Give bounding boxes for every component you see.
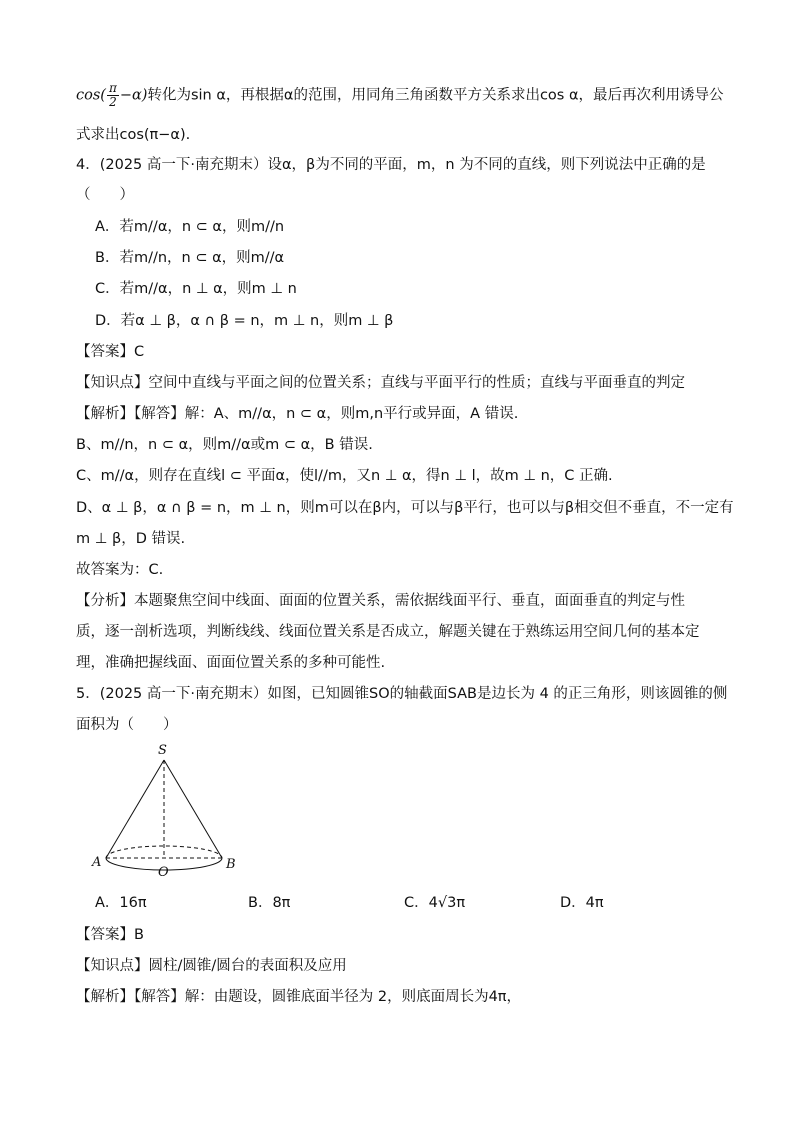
- q5-option-b: B．8π: [248, 895, 291, 911]
- cone-left-edge: [106, 760, 164, 858]
- q4-analysis-6: 故答案为：C.: [76, 562, 164, 578]
- intro-cos-prefix: cos(: [76, 87, 106, 104]
- q4-fenxi-3: 理，准确把握线面、面面位置关系的多种可能性.: [76, 655, 386, 671]
- intro-text-1: 转化为sin α，再根据α的范围，用同角三角函数平方关系求出cos α，最后再次利用诱导公: [147, 87, 724, 104]
- q4-option-b: B．若m//n，n ⊂ α，则m//α: [95, 250, 285, 266]
- q4-fenxi-2: 质，逐一剖析选项，判断线线、线面位置关系是否成立，解题关键在于熟练运用空间几何的基本定: [76, 624, 700, 640]
- q5-analysis: 【解析】【解答】解：由题设，圆锥底面半径为 2，则底面周长为4π，: [76, 989, 522, 1005]
- label-s: S: [158, 743, 167, 758]
- label-a: A: [92, 855, 102, 870]
- q4-analysis-3: C、m//α，则存在直线l ⊂ 平面α，使l//m，又n ⊥ α，得n ⊥ l，故m ⊥ n，C 正确.: [76, 468, 613, 484]
- q4-paren: （ ）: [76, 187, 134, 203]
- q4-analysis-1: 【解析】【解答】解：A、m//α，n ⊂ α，则m,n平行或异面，A 错误.: [76, 406, 519, 422]
- pi-over-2-fraction: [107, 82, 119, 109]
- q5-option-a: A．16π: [95, 895, 147, 911]
- label-o: O: [158, 865, 169, 880]
- q4-analysis-4: D、α ⊥ β，α ∩ β = n，m ⊥ n，则m可以在β内，可以与β平行，也可以与β相交但不垂直，不一定有: [76, 500, 734, 516]
- q5-option-d: D．4π: [560, 895, 604, 911]
- cone-right-edge: [164, 760, 222, 858]
- fraction-denominator: 2: [109, 95, 117, 109]
- intro-cos-suffix: −α): [119, 87, 148, 104]
- intro-line-1: [76, 82, 724, 109]
- q5-option-c: C．4√3π: [404, 895, 466, 911]
- cone-figure: [88, 742, 248, 882]
- q4-stem: 4．(2025 高一下·南充期末）设α，β为不同的平面，m，n 为不同的直线，则下列说法中正确的是: [76, 157, 706, 173]
- q5-stem-1: 5．(2025 高一下·南充期末）如图，已知圆锥SO的轴截面SAB是边长为 4 的正三角形，则该圆锥的侧: [76, 686, 728, 702]
- q5-answer: 【答案】B: [76, 927, 144, 943]
- q5-knowledge: 【知识点】圆柱/圆锥/圆台的表面积及应用: [76, 958, 347, 974]
- q4-knowledge: 【知识点】空间中直线与平面之间的位置关系；直线与平面平行的性质；直线与平面垂直的判定: [76, 375, 685, 391]
- q5-stem-2: 面积为（ ）: [76, 717, 178, 733]
- q4-answer: 【答案】C: [76, 344, 145, 360]
- q4-analysis-5: m ⊥ β，D 错误.: [76, 531, 186, 547]
- fraction-numerator: π: [108, 81, 117, 95]
- q4-analysis-2: B、m//n，n ⊂ α，则m//α或m ⊂ α，B 错误.: [76, 437, 373, 453]
- q4-option-d: D．若α ⊥ β，α ∩ β = n，m ⊥ n，则m ⊥ β: [95, 313, 394, 329]
- q4-option-a: A．若m//α，n ⊂ α，则m//n: [95, 219, 285, 235]
- q4-fenxi-1: 【分析】本题聚焦空间中线面、面面的位置关系，需依据线面平行、垂直，面面垂直的判定与性: [76, 593, 685, 609]
- label-b: B: [226, 857, 236, 872]
- q4-option-c: C．若m//α，n ⊥ α，则m ⊥ n: [95, 281, 297, 297]
- intro-line-2: 式求出cos(π−α).: [76, 127, 191, 143]
